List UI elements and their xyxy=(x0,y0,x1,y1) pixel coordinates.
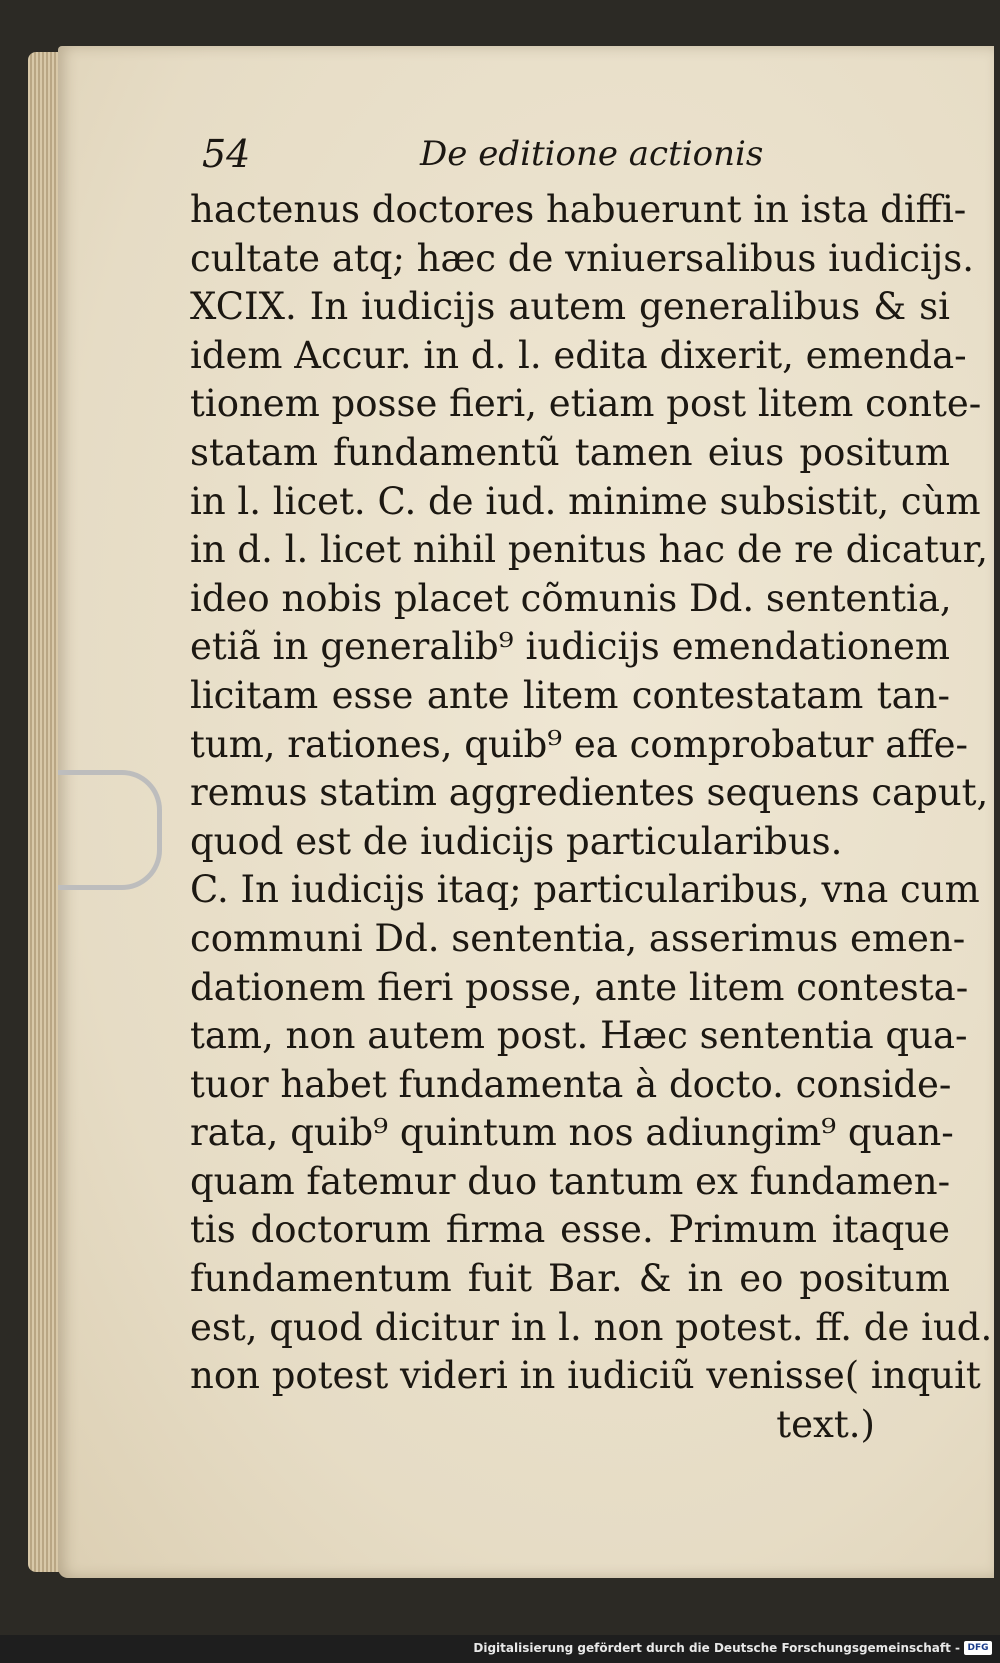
text-line: in d. l. licet nihil penitus hac de re dicatur, xyxy=(190,528,988,572)
page-header xyxy=(202,128,762,188)
text-line: est, quod dicitur in l. non potest. ff. de iud. xyxy=(190,1305,993,1349)
text-line: communi Dd. sententia, asserimus emen- xyxy=(190,916,966,960)
text-line: tis doctorum firma esse. Primum itaque xyxy=(190,1208,950,1252)
text-line: fundamentum fuit Bar. & in eo positum xyxy=(190,1257,950,1301)
text-line: hactenus doctores habuerunt in ista diffi- xyxy=(190,188,967,231)
text-line: dationem fieri posse, ante litem contesta- xyxy=(190,965,969,1009)
text-line: rata, quib⁹ quintum nos adiungim⁹ quan- xyxy=(190,1111,954,1155)
text-line: etiã in generalib⁹ iudicijs emendationem xyxy=(190,625,950,669)
text-line: cultate atq; hæc de vniuersalibus iudicijs. xyxy=(190,236,975,280)
bookmark-ribbon xyxy=(58,770,162,890)
text-line: tam, non autem post. Hæc sententia qua- xyxy=(190,1014,968,1058)
text-line: tum, rationes, quib⁹ ea comprobatur affe- xyxy=(190,722,968,766)
text-line: in l. licet. C. de iud. minime subsistit, cùm xyxy=(190,479,981,523)
text-line: C. In iudicijs itaq; particularibus, vna cum xyxy=(190,868,980,912)
digitization-footer xyxy=(0,1635,1000,1663)
text-line: quod est de iudicijs particularibus. xyxy=(190,819,843,863)
body-text xyxy=(190,186,993,1449)
text-line: tionem posse fieri, etiam post litem conte- xyxy=(190,382,982,426)
text-line: quam fatemur duo tantum ex fundamen- xyxy=(190,1159,951,1203)
dfg-logo-text: DFG xyxy=(967,1643,989,1653)
page-number: 54 xyxy=(202,132,251,176)
running-head: De editione actionis xyxy=(420,134,764,174)
dfg-logo xyxy=(964,1641,992,1655)
text-line: idem Accur. in d. l. edita dixerit, emenda- xyxy=(190,333,967,377)
text-line: ideo nobis placet cõmunis Dd. sententia, xyxy=(190,576,952,620)
text-line: XCIX. In iudicijs autem generalibus & si xyxy=(190,285,950,329)
text-line: statam fundamentũ tamen eius positum xyxy=(190,430,950,474)
text-line-catchword: text.) xyxy=(776,1402,875,1446)
funding-credit: Digitalisierung gefördert durch die Deutsche Forschungsgemeinschaft - xyxy=(473,1641,960,1655)
text-line: licitam esse ante litem contestatam tan- xyxy=(190,673,950,717)
text-line: remus statim aggredientes sequens caput, xyxy=(190,771,989,815)
text-line: tuor habet fundamenta à docto. conside- xyxy=(190,1062,952,1106)
text-line: non potest videri in iudiciũ venisse( inquit xyxy=(190,1354,981,1398)
